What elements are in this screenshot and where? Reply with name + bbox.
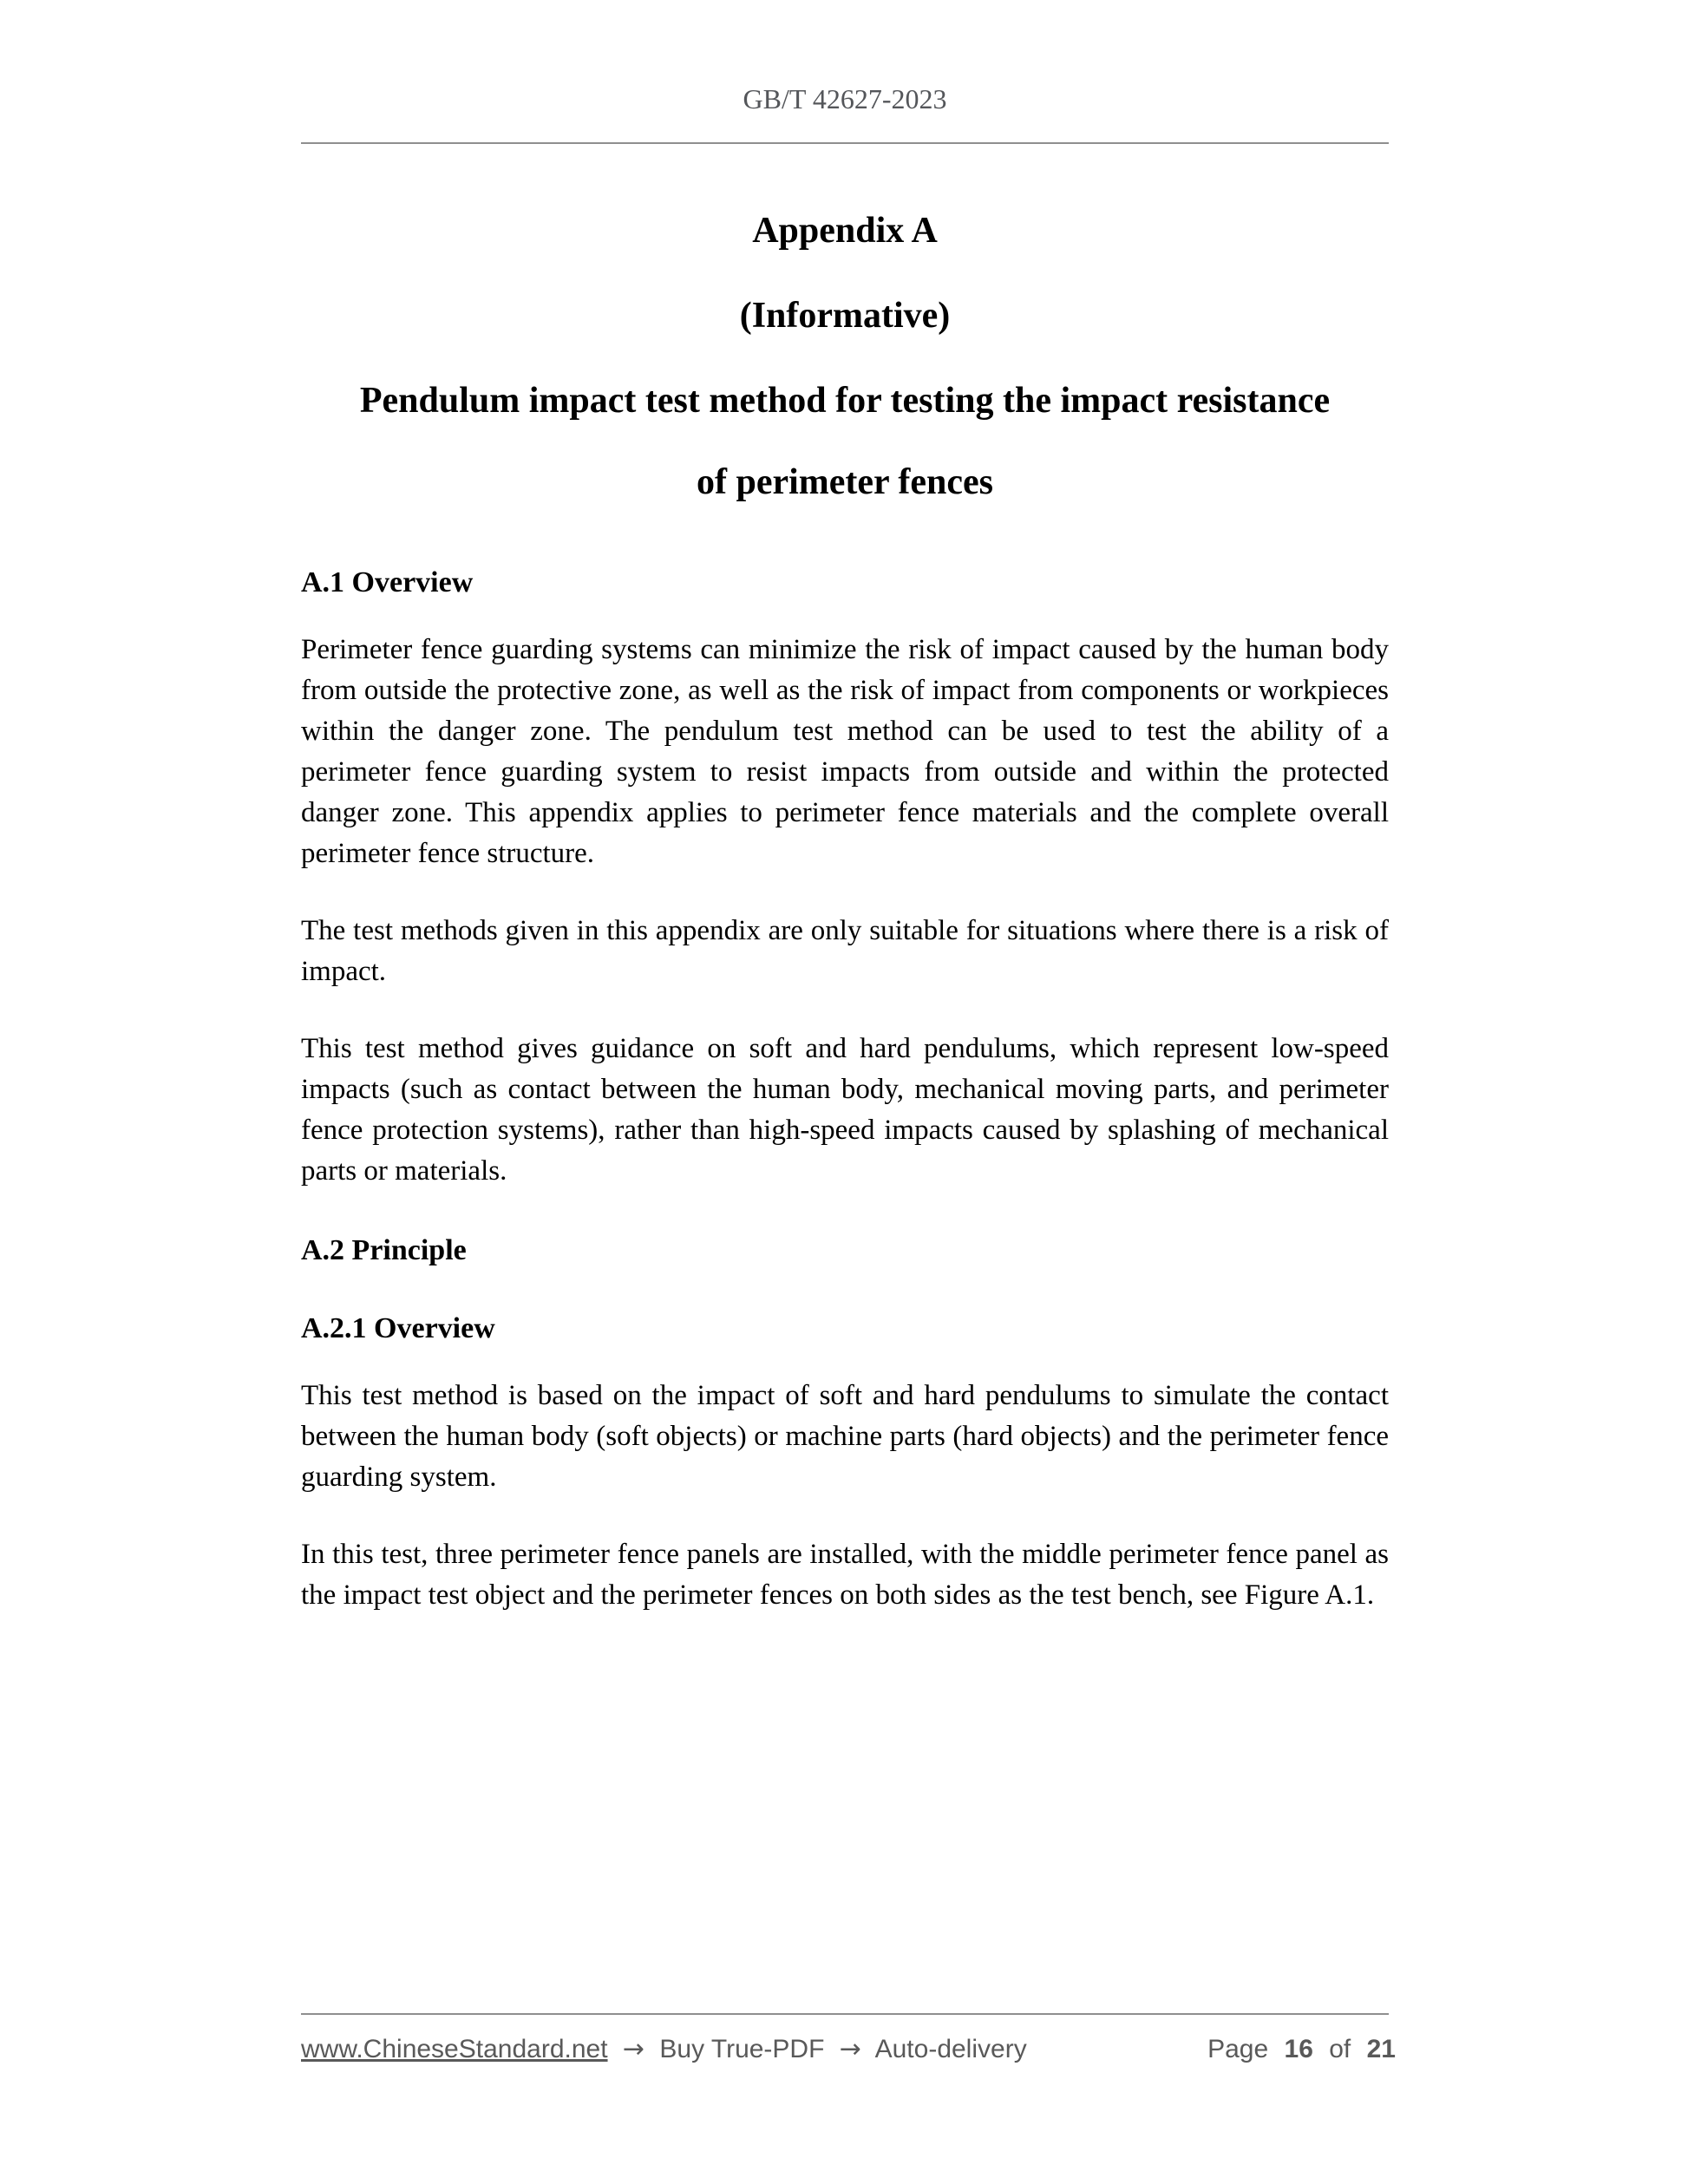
page-content-column: [301, 0, 1389, 1616]
auto-delivery-label: Auto-delivery: [874, 2035, 1027, 2063]
page-total-number: 21: [1366, 2035, 1396, 2063]
header-divider: [301, 142, 1389, 144]
site-link[interactable]: www.ChineseStandard.net: [301, 2035, 608, 2063]
buy-true-pdf-label: Buy True-PDF: [659, 2035, 825, 2063]
footer-divider: [301, 2013, 1389, 2015]
footer-links: [301, 2033, 1035, 2066]
paragraph-a21-2: In this test, three perimeter fence panels are installed, with the middle perimeter fence panel as the impact test object and the perimeter fences on both sides as the test bench, see Figure A.1.: [301, 1539, 1389, 1611]
page-current-number: 16: [1284, 2035, 1313, 2063]
section-heading-a2: A.2 Principle: [301, 1234, 467, 1266]
page-footer: [301, 2033, 1396, 2066]
of-label: of: [1329, 2035, 1351, 2063]
paragraph-a1-1: Perimeter fence guarding systems can minimize the risk of impact caused by the human body from outside the protective zone, as well as the risk of impact from components or workpieces within the danger zone. The pendulum test method can be used to test the ability of a perimeter fence guarding system to resist impacts from outside and within the protected danger zone. This appendix applies to perimeter fence materials and the complete overall perimeter fence structure.: [301, 634, 1389, 869]
paragraph-a1-2: The test methods given in this appendix are only suitable for situations where there is a risk of impact.: [301, 915, 1389, 987]
main-title-line-2: of perimeter fences: [696, 462, 994, 502]
page-indicator: [1207, 2033, 1396, 2066]
page-label: Page: [1207, 2035, 1269, 2063]
paragraph-a21-1: This test method is based on the impact of soft and hard pendulums to simulate the contact between the human body (soft objects) or machine parts (hard objects) and the perimeter fence guarding system.: [301, 1380, 1389, 1493]
appendix-heading: Appendix A: [752, 211, 938, 251]
arrow-right-icon: →: [622, 2034, 645, 2064]
arrow-right-icon: →: [839, 2034, 861, 2064]
main-title-line-1: Pendulum impact test method for testing the impact resistance: [359, 381, 1331, 421]
section-heading-a21: A.2.1 Overview: [301, 1312, 495, 1344]
section-heading-a1: A.1 Overview: [301, 566, 474, 598]
header-doc-number: GB/T 42627-2023: [743, 83, 947, 114]
paragraph-a1-3: This test method gives guidance on soft and hard pendulums, which represent low-speed impacts (such as contact between the human body, mechanical moving parts, and perimeter fence protection systems), rather than high-speed impacts caused by splashing of mechanical parts or materials.: [301, 1033, 1389, 1187]
informative-heading: (Informative): [739, 296, 951, 336]
